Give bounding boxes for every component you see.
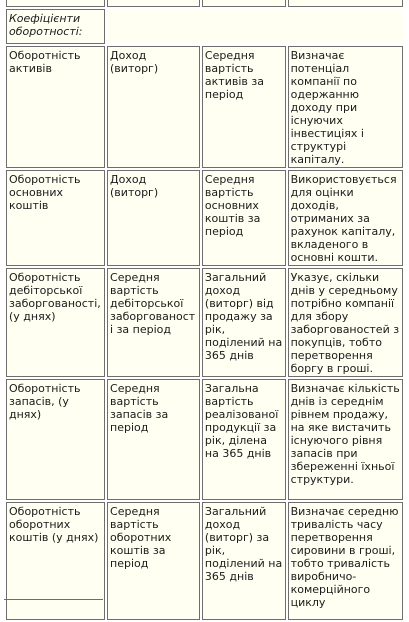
- description-cell: Визначає потенціал компанії по одержанню доходу при існуючих інвестиціях і структурі капіталу.: [288, 46, 403, 168]
- denominator-cell: Середня вартість основних коштів за період: [202, 170, 286, 266]
- table-cell: [202, 0, 286, 7]
- denominator-cell: Середня вартість активів за період: [202, 46, 286, 168]
- section-title-cell: [6, 9, 105, 44]
- numerator-cell: Середня вартість дебіторської заборгованості за період: [107, 268, 200, 377]
- ratio-name-cell: Оборотність дебіторської заборгованості, (у днях): [6, 268, 105, 377]
- table-row: [6, 170, 403, 266]
- table-cell: [288, 0, 403, 7]
- table-row: [6, 502, 403, 620]
- empty-cell: [107, 9, 403, 44]
- table-next-row-edge: [4, 599, 103, 600]
- ratios-table-container: [4, 0, 405, 622]
- numerator-cell: Середня вартість запасів за період: [107, 379, 200, 500]
- numerator-cell: Середня вартість оборотних коштів за період: [107, 502, 200, 620]
- table-row: [6, 268, 403, 377]
- section-header-row: [6, 9, 403, 44]
- description-cell: Визначає кількість днів із середнім рівнем продажу, на яке вистачить існуючого рівня запасів при збереженні їхньої структури.: [288, 379, 403, 500]
- numerator-cell: Доход (виторг): [107, 170, 200, 266]
- description-cell: Указує, скільки днів у середньому потрібно компанії для збору заборгованостей з покупців, тобто перетворення боргу в гроші.: [288, 268, 403, 377]
- table-row: [6, 379, 403, 500]
- table-row-cut-top: [6, 0, 403, 7]
- ratio-name-cell: Оборотність активів: [6, 46, 105, 168]
- denominator-cell: Загальний доход (виторг) від продажу за рік, поділений на 365 днів: [202, 268, 286, 377]
- table-cell: [6, 0, 105, 7]
- turnover-ratios-table: [4, 0, 405, 622]
- ratio-name-cell: Оборотність запасів, (у днях): [6, 379, 105, 500]
- description-cell: Використовується для оцінки доходів, отриманих за рахунок капіталу, вкладеного в основні кошти.: [288, 170, 403, 266]
- denominator-cell: Загальна вартість реалізованої продукції за рік, ділена на 365 днів: [202, 379, 286, 500]
- ratio-name-cell: Оборотність основних коштів: [6, 170, 105, 266]
- denominator-cell: Загальний доход (виторг) за рік, поділений на 365 днів: [202, 502, 286, 620]
- table-cell: [107, 0, 200, 7]
- section-title: Коефіцієнти оборотності:: [9, 12, 83, 38]
- numerator-cell: Доход (виторг): [107, 46, 200, 168]
- ratio-name-cell: Оборотність оборотних коштів (у днях): [6, 502, 105, 620]
- table-row: [6, 46, 403, 168]
- description-cell: Визначає середню тривалість часу перетворення сировини в гроші, тобто тривалість виробничо-комерційного циклу: [288, 502, 403, 620]
